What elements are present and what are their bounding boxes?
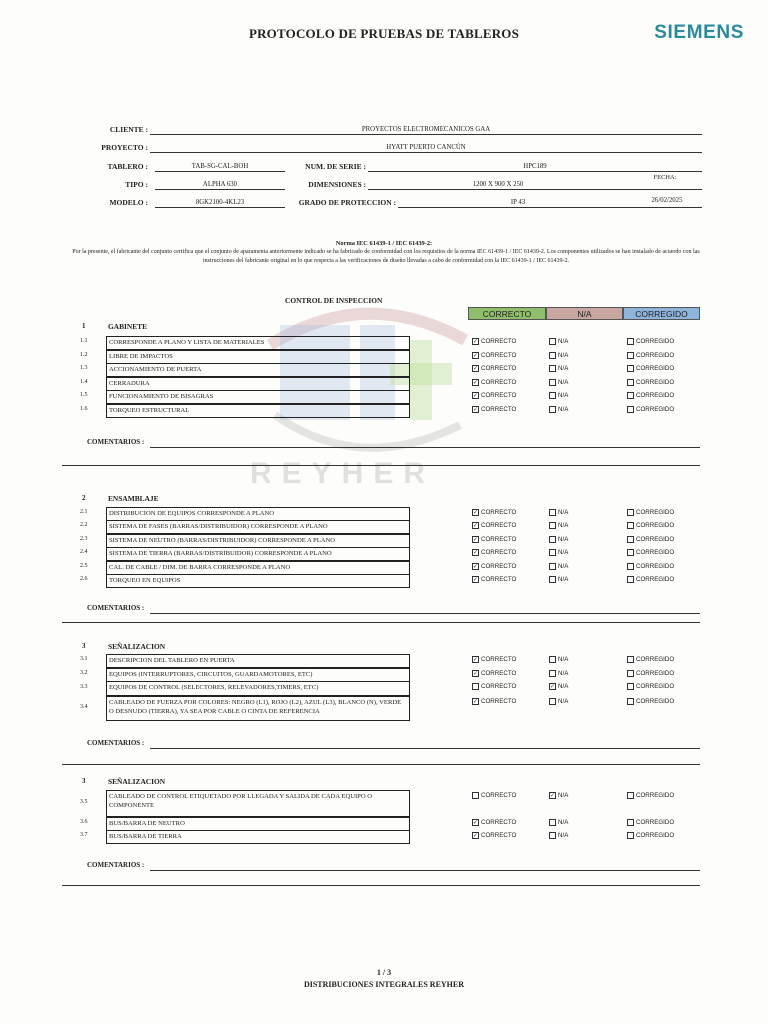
option-na[interactable] — [549, 832, 568, 839]
option-label: CORREGIDO — [636, 832, 675, 839]
option-correcto[interactable] — [472, 406, 516, 413]
option-label: CORREGIDO — [636, 670, 675, 677]
comentarios-input-line[interactable] — [150, 447, 700, 448]
page-number: 1 / 3 — [376, 968, 392, 977]
option-na[interactable] — [549, 536, 568, 543]
fecha-label: FECHA: — [653, 174, 677, 181]
checkbox-corregido[interactable] — [627, 406, 634, 413]
item-description: DISTRIBUCION DE EQUIPOS CORRESPONDE A PLANO — [106, 507, 410, 521]
option-na[interactable] — [549, 549, 568, 556]
comentarios-label: COMENTARIOS : — [87, 604, 145, 612]
checkbox-correcto[interactable]: ✓ — [472, 563, 479, 570]
item-description: BUS/BARRA DE NEUTRO — [106, 817, 410, 831]
section-number: 2 — [82, 494, 86, 502]
option-na[interactable] — [549, 698, 568, 705]
control-title: CONTROL DE INSPECCION — [285, 296, 383, 305]
checkbox-na[interactable] — [549, 379, 556, 386]
checkbox-corregido[interactable] — [627, 338, 634, 345]
checkbox-corregido[interactable] — [627, 683, 634, 690]
item-number: 3.4 — [80, 704, 88, 710]
option-na[interactable] — [549, 670, 568, 677]
checkbox-na[interactable] — [549, 365, 556, 372]
grado-line — [398, 207, 702, 208]
item-number: 1.4 — [80, 379, 88, 385]
option-na[interactable] — [549, 522, 568, 529]
serie-label: NUM. DE SERIE : — [305, 162, 366, 171]
checkbox-corregido[interactable] — [627, 379, 634, 386]
option-correcto[interactable] — [472, 563, 516, 570]
checkbox-correcto[interactable]: ✓ — [472, 338, 479, 345]
option-correcto[interactable] — [472, 683, 516, 690]
item-number: 1.1 — [80, 338, 88, 344]
option-label: CORRECTO — [481, 819, 517, 826]
option-corregido[interactable] — [627, 549, 674, 556]
option-label: CORRECTO — [481, 698, 517, 705]
option-correcto[interactable] — [472, 549, 516, 556]
checkbox-na[interactable]: ✓ — [549, 792, 556, 799]
option-correcto[interactable] — [472, 365, 516, 372]
option-label: CORRECTO — [481, 352, 517, 359]
option-label: N/A — [558, 698, 569, 705]
checkbox-na[interactable] — [549, 338, 556, 345]
checkbox-corregido[interactable] — [627, 656, 634, 663]
checkbox-corregido[interactable] — [627, 670, 634, 677]
section-title: SEÑALIZACION — [108, 777, 166, 786]
section-title: ENSAMBLAJE — [108, 494, 159, 503]
option-label: N/A — [558, 656, 569, 663]
tablero-line — [155, 171, 285, 172]
grado-value: IP 43 — [510, 199, 526, 206]
checkbox-na[interactable] — [549, 406, 556, 413]
option-label: N/A — [558, 536, 569, 543]
option-label: CORRECTO — [481, 656, 517, 663]
option-na[interactable] — [549, 392, 568, 399]
option-correcto[interactable] — [472, 379, 516, 386]
section-number: 3 — [82, 642, 86, 650]
option-na[interactable] — [549, 563, 568, 570]
option-corregido[interactable] — [627, 352, 674, 359]
option-label: CORREGIDO — [636, 522, 675, 529]
checkbox-corregido[interactable] — [627, 352, 634, 359]
checkbox-na[interactable] — [549, 698, 556, 705]
dimensiones-label: DIMENSIONES : — [308, 180, 366, 189]
item-number: 2.1 — [80, 509, 88, 515]
grado-label: GRADO DE PROTECCION : — [298, 198, 396, 207]
option-label: CORREGIDO — [636, 352, 675, 359]
option-label: CORREGIDO — [636, 683, 675, 690]
option-corregido[interactable] — [627, 365, 674, 372]
checkbox-corregido[interactable] — [627, 392, 634, 399]
option-na[interactable] — [549, 819, 568, 826]
option-na[interactable] — [549, 576, 568, 583]
item-description: TORQUEO ESTRUCTURAL — [106, 404, 410, 418]
tipo-line — [155, 189, 285, 190]
option-correcto[interactable] — [472, 352, 516, 359]
option-label: CORREGIDO — [636, 819, 675, 826]
option-label: CORRECTO — [481, 832, 517, 839]
option-na[interactable] — [549, 509, 568, 516]
option-label: N/A — [558, 365, 569, 372]
checkbox-na[interactable] — [549, 656, 556, 663]
option-label: N/A — [558, 792, 569, 799]
option-label: N/A — [558, 576, 569, 583]
checkbox-correcto[interactable]: ✓ — [472, 365, 479, 372]
option-na[interactable] — [549, 379, 568, 386]
option-label: N/A — [558, 522, 569, 529]
section-title: SEÑALIZACION — [108, 642, 166, 651]
option-correcto[interactable] — [472, 698, 516, 705]
option-na[interactable] — [549, 683, 568, 690]
checkbox-corregido[interactable] — [627, 819, 634, 826]
option-label: CORREGIDO — [636, 656, 675, 663]
option-label: CORRECTO — [481, 522, 517, 529]
checkbox-na[interactable] — [549, 549, 556, 556]
checkbox-na[interactable] — [549, 392, 556, 399]
comentarios-label: COMENTARIOS : — [87, 438, 145, 446]
option-na[interactable] — [549, 792, 568, 799]
option-label: CORREGIDO — [636, 509, 675, 516]
section-divider — [62, 885, 700, 886]
option-label: CORRECTO — [481, 392, 517, 399]
footer-company: DISTRIBUCIONES INTEGRALES REYHER — [303, 980, 465, 989]
tablero-label: TABLERO : — [107, 162, 148, 171]
checkbox-correcto[interactable]: ✓ — [472, 509, 479, 516]
option-label: CORREGIDO — [636, 365, 675, 372]
serie-value: HPC189 — [523, 163, 547, 170]
item-description: SISTEMA DE FASES (BARRAS/DISTRIBUIDOR) CORRESPONDE A PLANO — [106, 520, 410, 534]
checkbox-na[interactable] — [549, 522, 556, 529]
option-na[interactable] — [549, 338, 568, 345]
cliente-label: CLIENTE : — [109, 125, 148, 134]
item-description: CERRADURA — [106, 377, 410, 391]
item-description: SISTEMA DE TIERRA (BARRAS/DISTRIBUIDOR) CORRESPONDE A PLANO — [106, 547, 410, 561]
option-label: N/A — [558, 509, 569, 516]
header-corregido: CORREGIDO — [623, 307, 700, 320]
option-label: CORRECTO — [481, 576, 517, 583]
item-number: 1.6 — [80, 406, 88, 412]
modelo-label: MODELO : — [109, 198, 148, 207]
option-corregido[interactable] — [627, 670, 674, 677]
option-corregido[interactable] — [627, 698, 674, 705]
tipo-label: TIPO : — [125, 180, 148, 189]
option-label: CORRECTO — [481, 509, 517, 516]
item-number: 3.2 — [80, 670, 88, 676]
checkbox-corregido[interactable] — [627, 522, 634, 529]
tipo-value: ALPHA 630 — [202, 181, 238, 188]
item-description: CABLEADO DE CONTROL ETIQUETADO POR LLEGADA Y SALIDA DE CADA EQUIPO O COMPONENTE — [106, 790, 410, 817]
watermark-text: REYHER — [250, 457, 436, 490]
item-number: 1.3 — [80, 365, 88, 371]
checkbox-corregido[interactable] — [627, 509, 634, 516]
section-divider — [62, 764, 700, 765]
checkbox-correcto[interactable]: ✓ — [472, 536, 479, 543]
option-na[interactable] — [549, 365, 568, 372]
proyecto-value: HYATT PUERTO CANCÚN — [386, 144, 466, 151]
item-number: 3.3 — [80, 684, 88, 690]
option-correcto[interactable] — [472, 392, 516, 399]
option-correcto[interactable] — [472, 509, 516, 516]
option-label: CORRECTO — [481, 536, 517, 543]
serie-line — [368, 171, 702, 172]
item-description: FUNCIONAMIENTO DE BISAGRAS — [106, 390, 410, 404]
item-description: SISTEMA DE NEUTRO (BARRAS/DISTRIBUIDOR) CORRESPONDE A PLANO — [106, 534, 410, 548]
tablero-value: TAB-SG-CAL-BOH — [191, 163, 249, 170]
option-correcto[interactable] — [472, 670, 516, 677]
comentarios-input-line[interactable] — [150, 748, 700, 749]
dimensiones-value: 1200 X 900 X 250 — [472, 181, 524, 188]
checkbox-correcto[interactable]: ✓ — [472, 656, 479, 663]
checkbox-na[interactable] — [549, 832, 556, 839]
modelo-value: 8GK2100-4KL23 — [195, 199, 245, 206]
dimensiones-line — [368, 189, 702, 190]
item-description: CORRESPONDE A PLANO Y LISTA DE MATERIALES — [106, 336, 410, 350]
option-label: CORREGIDO — [636, 792, 675, 799]
option-label: CORRECTO — [481, 563, 517, 570]
item-number: 3.6 — [80, 819, 88, 825]
option-label: CORREGIDO — [636, 338, 675, 345]
option-corregido[interactable] — [627, 819, 674, 826]
fecha-value: 26/02/2025 — [651, 197, 683, 204]
option-label: CORRECTO — [481, 379, 517, 386]
option-correcto[interactable] — [472, 656, 516, 663]
checkbox-na[interactable] — [549, 536, 556, 543]
option-correcto[interactable] — [472, 522, 516, 529]
comentarios-label: COMENTARIOS : — [87, 861, 145, 869]
option-label: CORREGIDO — [636, 406, 675, 413]
option-correcto[interactable] — [472, 338, 516, 345]
comentarios-label: COMENTARIOS : — [87, 739, 145, 747]
comentarios-input-line[interactable] — [150, 613, 700, 614]
option-corregido[interactable] — [627, 656, 674, 663]
section-divider — [62, 622, 700, 623]
section-divider — [62, 465, 700, 466]
section-number: 1 — [82, 322, 86, 330]
option-label: N/A — [558, 670, 569, 677]
section-title: GABINETE — [108, 322, 148, 331]
checkbox-correcto[interactable] — [472, 792, 479, 799]
option-corregido[interactable] — [627, 683, 674, 690]
item-description: BUS/BARRA DE TIERRA — [106, 830, 410, 844]
checkbox-na[interactable] — [549, 563, 556, 570]
option-label: N/A — [558, 683, 569, 690]
checkbox-correcto[interactable]: ✓ — [472, 522, 479, 529]
option-na[interactable] — [549, 656, 568, 663]
item-number: 1.2 — [80, 352, 88, 358]
option-label: N/A — [558, 352, 569, 359]
checkbox-correcto[interactable]: ✓ — [472, 819, 479, 826]
checkbox-na[interactable]: ✓ — [549, 683, 556, 690]
option-label: N/A — [558, 832, 569, 839]
option-label: N/A — [558, 549, 569, 556]
checkbox-correcto[interactable]: ✓ — [472, 832, 479, 839]
item-number: 2.3 — [80, 536, 88, 542]
option-corregido[interactable] — [627, 338, 674, 345]
checkbox-correcto[interactable]: ✓ — [472, 549, 479, 556]
option-corregido[interactable] — [627, 379, 674, 386]
option-corregido[interactable] — [627, 509, 674, 516]
item-number: 2.4 — [80, 549, 88, 555]
checkbox-corregido[interactable] — [627, 365, 634, 372]
checkbox-corregido[interactable] — [627, 832, 634, 839]
modelo-line — [155, 207, 285, 208]
checkbox-corregido[interactable] — [627, 563, 634, 570]
option-label: CORREGIDO — [636, 576, 675, 583]
checkbox-correcto[interactable] — [472, 683, 479, 690]
comentarios-input-line[interactable] — [150, 870, 700, 871]
item-description: EQUIPOS DE CONTROL (SELECTORES, RELEVADORES,TIMERS, ETC) — [106, 681, 410, 696]
checkbox-na[interactable] — [549, 819, 556, 826]
checkbox-corregido[interactable] — [627, 576, 634, 583]
option-correcto[interactable] — [472, 832, 516, 839]
option-na[interactable] — [549, 406, 568, 413]
proyecto-label: PROYECTO : — [101, 143, 148, 152]
checkbox-correcto[interactable]: ✓ — [472, 392, 479, 399]
header-na: N/A — [546, 307, 623, 320]
item-number: 2.6 — [80, 576, 88, 582]
option-label: N/A — [558, 406, 569, 413]
option-corregido[interactable] — [627, 522, 674, 529]
item-number: 1.5 — [80, 392, 88, 398]
item-description: CABLEADO DE FUERZA POR COLORES: NEGRO (L1), ROJO (L2), AZUL (L3), BLANCO (N), VERDE O DESNUDO (TIERRA), YA SEA POR CABLE O CINTA DE REFERENCIA — [106, 696, 410, 721]
checkbox-corregido[interactable] — [627, 792, 634, 799]
option-corregido[interactable] — [627, 576, 674, 583]
item-number: 3.7 — [80, 832, 88, 838]
option-correcto[interactable] — [472, 536, 516, 543]
section-number: 3 — [82, 777, 86, 785]
option-label: CORRECTO — [481, 338, 517, 345]
page-title: PROTOCOLO DE PRUEBAS DE TABLEROS — [248, 26, 520, 41]
checkbox-correcto[interactable]: ✓ — [472, 576, 479, 583]
item-description: LIBRE DE IMPACTOS — [106, 350, 410, 364]
option-label: CORREGIDO — [636, 563, 675, 570]
option-correcto[interactable] — [472, 819, 516, 826]
option-label: CORRECTO — [481, 683, 517, 690]
option-label: N/A — [558, 338, 569, 345]
checkbox-correcto[interactable]: ✓ — [472, 352, 479, 359]
checkbox-correcto[interactable]: ✓ — [472, 406, 479, 413]
option-label: CORREGIDO — [636, 392, 675, 399]
checkbox-na[interactable] — [549, 509, 556, 516]
item-description: TORQUEO EN EQUIPOS — [106, 574, 410, 588]
checkbox-na[interactable] — [549, 352, 556, 359]
header-correcto: CORRECTO — [468, 307, 546, 320]
item-number: 2.5 — [80, 563, 88, 569]
checkbox-na[interactable] — [549, 670, 556, 677]
option-corregido[interactable] — [627, 406, 674, 413]
checkbox-correcto[interactable]: ✓ — [472, 698, 479, 705]
option-label: N/A — [558, 819, 569, 826]
option-label: CORRECTO — [481, 792, 517, 799]
item-number: 2.2 — [80, 522, 88, 528]
checkbox-corregido[interactable] — [627, 549, 634, 556]
item-description: EQUIPOS (INTERRUPTORES, CIRCUITOS, GUARDAMOTORES, ETC) — [106, 668, 410, 682]
item-number: 3.5 — [80, 799, 88, 805]
option-label: N/A — [558, 379, 569, 386]
option-label: CORREGIDO — [636, 698, 675, 705]
checkbox-corregido[interactable] — [627, 536, 634, 543]
option-label: CORRECTO — [481, 549, 517, 556]
option-label: CORREGIDO — [636, 549, 675, 556]
option-label: CORREGIDO — [636, 536, 675, 543]
option-label: N/A — [558, 392, 569, 399]
cliente-value: PROYECTOS ELECTROMECANICOS GAA — [361, 126, 491, 133]
checkbox-correcto[interactable]: ✓ — [472, 379, 479, 386]
option-corregido[interactable] — [627, 832, 674, 839]
cliente-line — [150, 134, 702, 135]
option-corregido[interactable] — [627, 392, 674, 399]
option-label: CORREGIDO — [636, 379, 675, 386]
option-corregido[interactable] — [627, 792, 674, 799]
option-correcto[interactable] — [472, 576, 516, 583]
proyecto-line — [150, 152, 702, 153]
option-corregido[interactable] — [627, 536, 674, 543]
norma-text: Por la presente, el fabricante del conjunto certifica que el conjunto de aparamenta anteriormente indicado se ha fabricado de conformidad con los requisitos de la norma IEC 61439-1 / IEC 61439-2. Los componentes utilizados se han instalado de acuerdo con las instrucciones del fabricante original en lo que respecta a las verificaciones de diseño llevadas a cabo de conformidad con la IEC 61439-1 / IEC 61439-2. — [72, 249, 700, 264]
item-description: CAL. DE CABLE / DIM. DE BARRA CORRESPONDE A PLANO — [106, 561, 410, 575]
option-label: CORRECTO — [481, 670, 517, 677]
norma-title: Norma IEC 61439-1 / IEC 61439-2: — [335, 240, 433, 247]
checkbox-correcto[interactable]: ✓ — [472, 670, 479, 677]
option-na[interactable] — [549, 352, 568, 359]
checkbox-corregido[interactable] — [627, 698, 634, 705]
option-label: N/A — [558, 563, 569, 570]
checkbox-na[interactable] — [549, 576, 556, 583]
item-description: DESCRIPCION DEL TABLERO EN PUERTA — [106, 654, 410, 668]
option-label: CORRECTO — [481, 406, 517, 413]
option-corregido[interactable] — [627, 563, 674, 570]
item-number: 3.1 — [80, 656, 88, 662]
option-label: CORRECTO — [481, 365, 517, 372]
option-correcto[interactable] — [472, 792, 516, 799]
item-description: ACCIONAMIENTO DE PUERTA — [106, 363, 410, 377]
siemens-logo: SIEMENS — [654, 22, 744, 43]
